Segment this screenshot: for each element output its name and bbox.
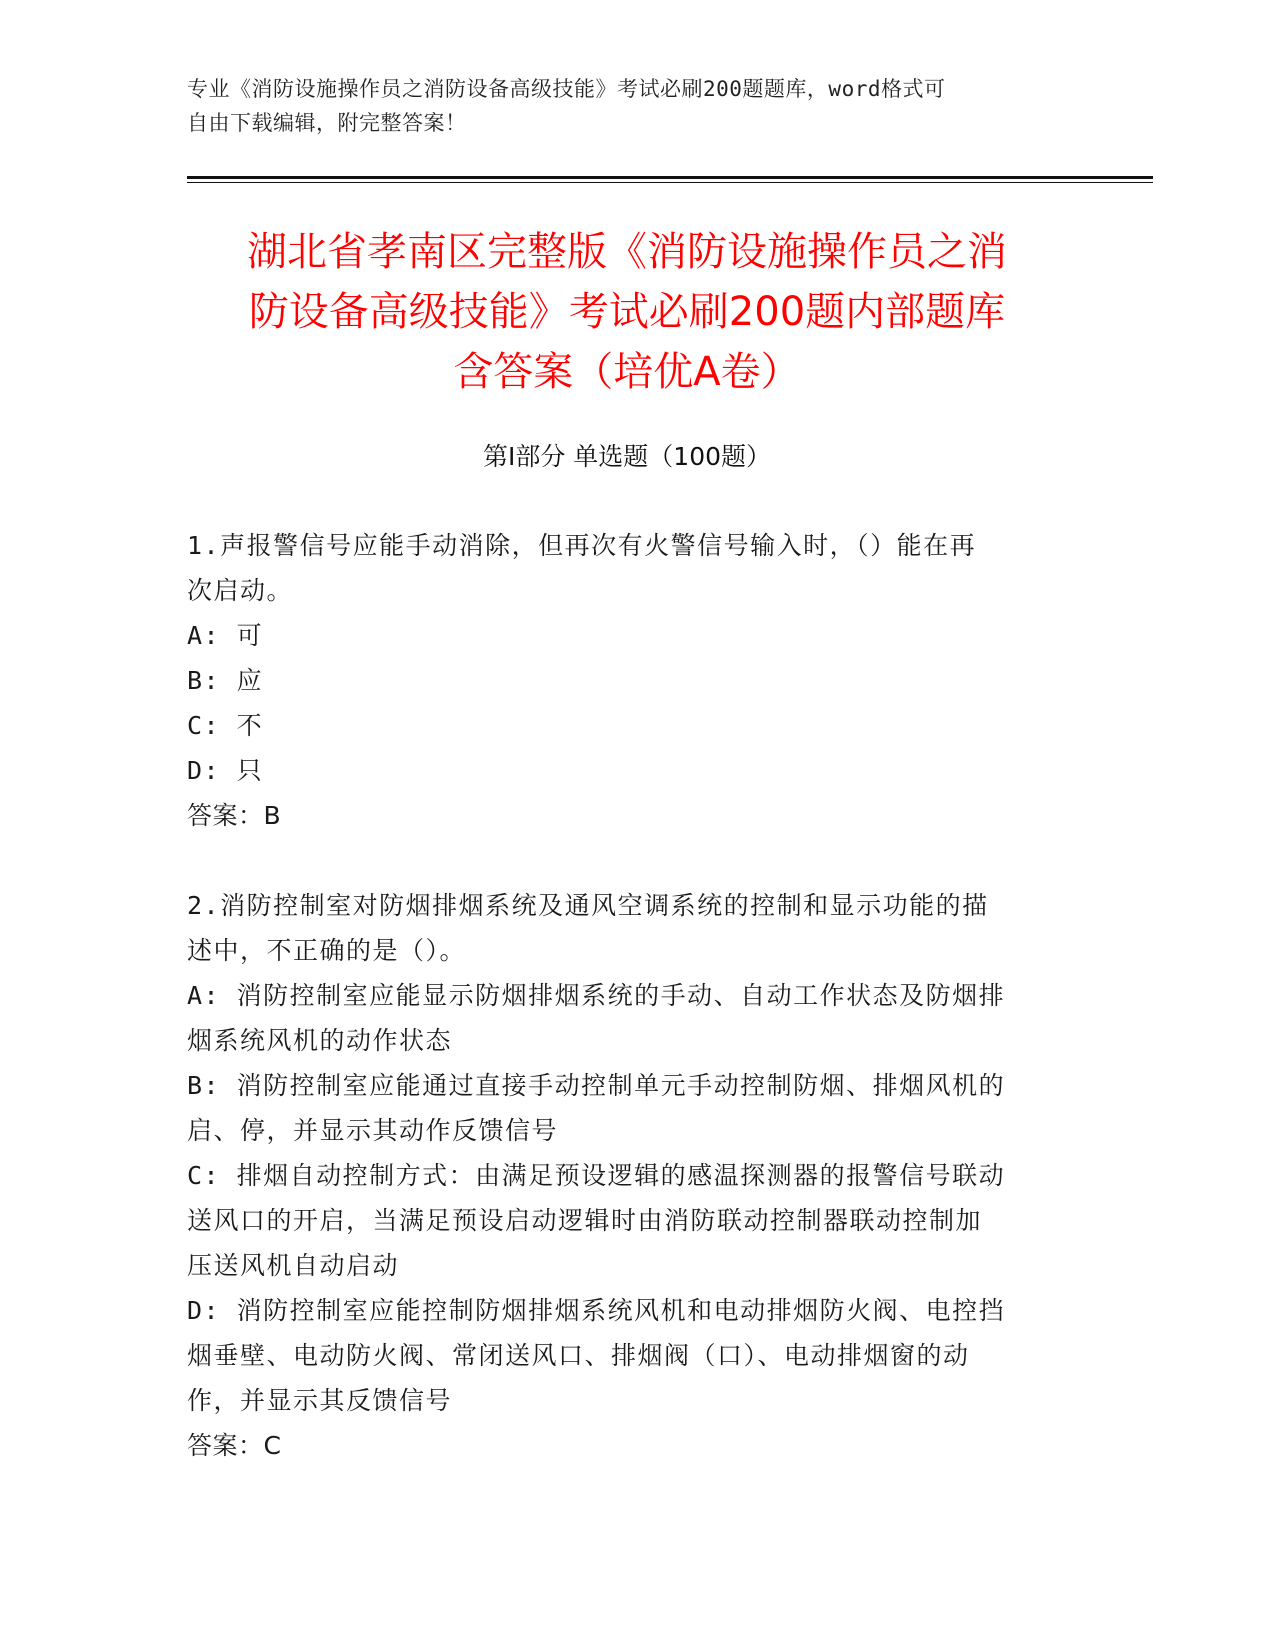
option-c-cont: 压送风机自动启动 (187, 1251, 400, 1280)
title-line: 湖北省孝南区完整版《消防设施操作员之消 (247, 229, 1007, 275)
option-a-cont: 烟系统风机的动作状态 (187, 1026, 453, 1055)
option-b: B: 应 (187, 666, 264, 695)
question-stem: 1.声报警信号应能手动消除，但再次有火警信号输入时，（）能在再 (187, 531, 977, 560)
option-c: C: 不 (187, 711, 264, 740)
title-line: 含答案（培优A卷） (453, 349, 801, 395)
header-rule-thick (187, 176, 1153, 179)
option-d: D: 消防控制室应能控制防烟排烟系统风机和电动排烟防火阀、电控挡 (187, 1296, 1006, 1325)
option-c: C: 排烟自动控制方式：由满足预设逻辑的感温探测器的报警信号联动 (187, 1161, 1006, 1190)
option-c-cont: 送风口的开启，当满足预设启动逻辑时由消防联动控制器联动控制加 (187, 1206, 983, 1235)
option-a: A: 消防控制室应能显示防烟排烟系统的手动、自动工作状态及防烟排 (187, 981, 1006, 1010)
question-stem: 2.消防控制室对防烟排烟系统及通风空调系统的控制和显示功能的描 (187, 891, 989, 920)
answer-line: 答案：B (187, 801, 282, 830)
header-note (187, 72, 1067, 140)
option-d-cont: 作，并显示其反馈信号 (187, 1386, 453, 1415)
option-d-cont: 烟垂壁、电动防火阀、常闭送风口、排烟阀（口）、电动排烟窗的动 (187, 1341, 970, 1370)
option-b: B: 消防控制室应能通过直接手动控制单元手动控制防烟、排烟风机的 (187, 1071, 1006, 1100)
question-stem: 述中，不正确的是（）。 (187, 936, 467, 965)
option-d: D: 只 (187, 756, 264, 785)
question-2 (187, 883, 1067, 1468)
document-title (187, 222, 1067, 402)
option-b-cont: 启、停，并显示其动作反馈信号 (187, 1116, 559, 1145)
header-note-line: 专业《消防设施操作员之消防设备高级技能》考试必刷200题题库，word格式可 (187, 77, 946, 101)
title-line: 防设备高级技能》考试必刷200题内部题库 (248, 289, 1006, 335)
header-rule-thin (187, 182, 1153, 183)
answer-line: 答案：C (187, 1431, 282, 1460)
question-1 (187, 523, 1067, 838)
question-stem: 次启动。 (187, 576, 294, 605)
option-a: A: 可 (187, 621, 264, 650)
section-heading: 第Ⅰ部分 单选题（100题） (482, 442, 772, 471)
header-note-line: 自由下载编辑，附完整答案！ (187, 111, 467, 135)
